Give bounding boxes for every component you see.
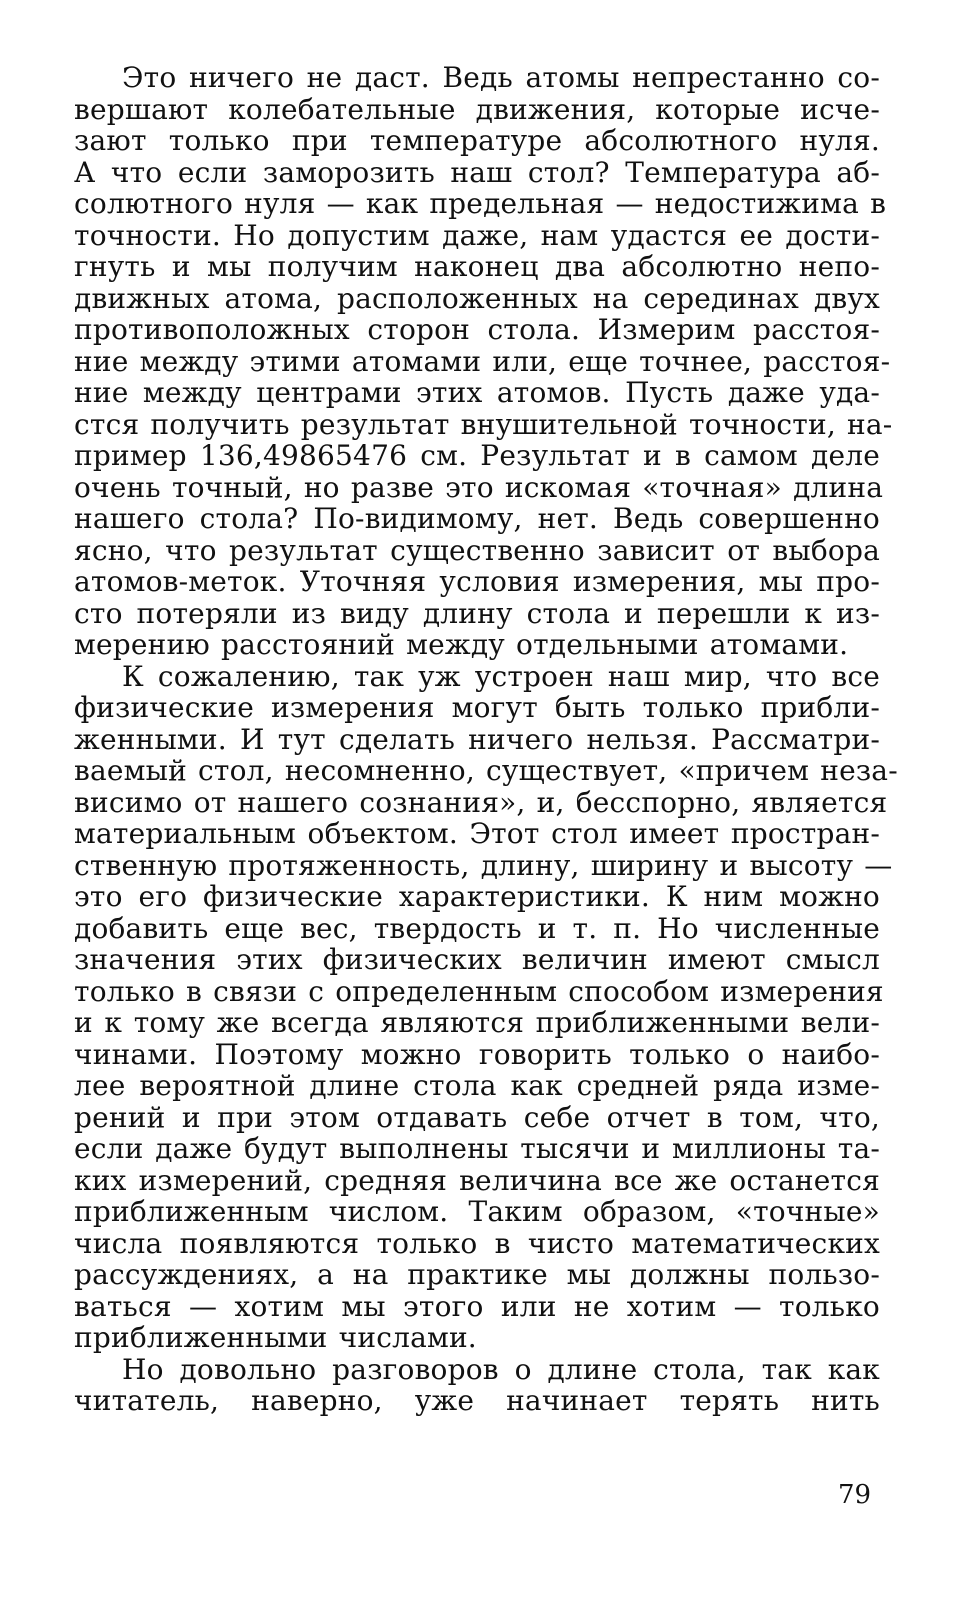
text-line: очень точный, но разве это искомая «точная» длина: [74, 470, 884, 504]
text-line: точности. Но допустим даже, нам удастся ее дости-: [74, 218, 880, 252]
text-line: зают только при температуре абсолютного нуля.: [74, 124, 880, 157]
paragraph-1: [74, 61, 893, 661]
text-line: пример 136,49865476 см. Результат и в самом деле: [74, 439, 880, 472]
text-line: ваемый стол, несомненно, существует, «причем неза-: [74, 754, 898, 787]
text-line: числа появляются только в чисто математических: [74, 1226, 880, 1260]
text-line: физические измерения могут быть только прибли-: [74, 691, 880, 724]
text-line: чинами. Поэтому можно говорить только о наибо-: [74, 1037, 880, 1071]
text-line: лее вероятной длине стола как средней ряда изме-: [74, 1069, 880, 1102]
text-line: ственную протяженность, длину, ширину и высоту —: [74, 848, 893, 882]
text-line: мерению расстояний между отдельными атомами.: [74, 628, 849, 661]
text-line: нашего стола? По-видимому, нет. Ведь совершенно: [74, 502, 880, 535]
text-line: ясно, что результат существенно зависит от выбора: [74, 533, 880, 567]
text-line: ваться — хотим мы этого или не хотим — только: [74, 1289, 880, 1323]
text-line: К сожалению, так уж устроен наш мир, что все: [122, 659, 880, 693]
text-line: атомов-меток. Уточняя условия измерения, мы про-: [74, 565, 880, 598]
text-line: противоположных сторон стола. Измерим расстоя-: [74, 313, 880, 346]
text-line: висимо от нашего сознания», и, бесспорно, является: [74, 785, 888, 819]
text-line: ние между центрами этих атомов. Пусть даже уда-: [74, 376, 880, 409]
text-line: женными. И тут сделать ничего нельзя. Рассматри-: [74, 722, 880, 756]
text-line: читатель, наверно, уже начинает терять нить: [74, 1384, 880, 1417]
text-line: только в связи с определенным способом измерения: [74, 974, 884, 1008]
text-line: приближенным числом. Таким образом, «точные»: [74, 1195, 880, 1228]
text-line: ких измерений, средняя величина все же останется: [74, 1163, 880, 1197]
text-line: солютного нуля — как предельная — недостижима в: [74, 187, 887, 220]
text-line: это его физические характеристики. К ним можно: [74, 880, 880, 913]
text-line: добавить еще вес, твердость и т. п. Но численные: [74, 911, 880, 945]
text-line: стся получить результат внушительной точности, на-: [74, 407, 893, 441]
text-line: значения этих физических величин имеют смысл: [74, 943, 880, 976]
text-line: сто потеряли из виду длину стола и перешли к из-: [74, 596, 880, 630]
text-line: А что если заморозить наш стол? Температура аб-: [74, 155, 880, 189]
text-line: Но довольно разговоров о длине стола, так как: [122, 1352, 880, 1386]
text-line: ние между этими атомами или, еще точнее, расстоя-: [74, 344, 891, 378]
text-line: движных атома, расположенных на серединах двух: [74, 281, 880, 315]
page-body: [74, 61, 898, 1417]
page-number: 79: [838, 1480, 872, 1510]
text-line: и к тому же всегда являются приближенными вели-: [74, 1006, 880, 1039]
text-line: Это ничего не даст. Ведь атомы непрестанно со-: [122, 61, 880, 94]
text-line: материальным объектом. Этот стол имеет простран-: [74, 817, 880, 850]
paragraph-3: [74, 1354, 880, 1417]
text-line: рассуждениях, а на практике мы должны пользо-: [74, 1258, 880, 1291]
text-line: если даже будут выполнены тысячи и миллионы та-: [74, 1132, 880, 1165]
text-line: приближенными числами.: [74, 1321, 477, 1354]
paragraph-2: [74, 659, 898, 1354]
text-line: рений и при этом отдавать себе отчет в том, что,: [74, 1100, 880, 1134]
text-line: вершают колебательные движения, которые исче-: [74, 92, 880, 126]
text-line: гнуть и мы получим наконец два абсолютно непо-: [74, 250, 880, 283]
